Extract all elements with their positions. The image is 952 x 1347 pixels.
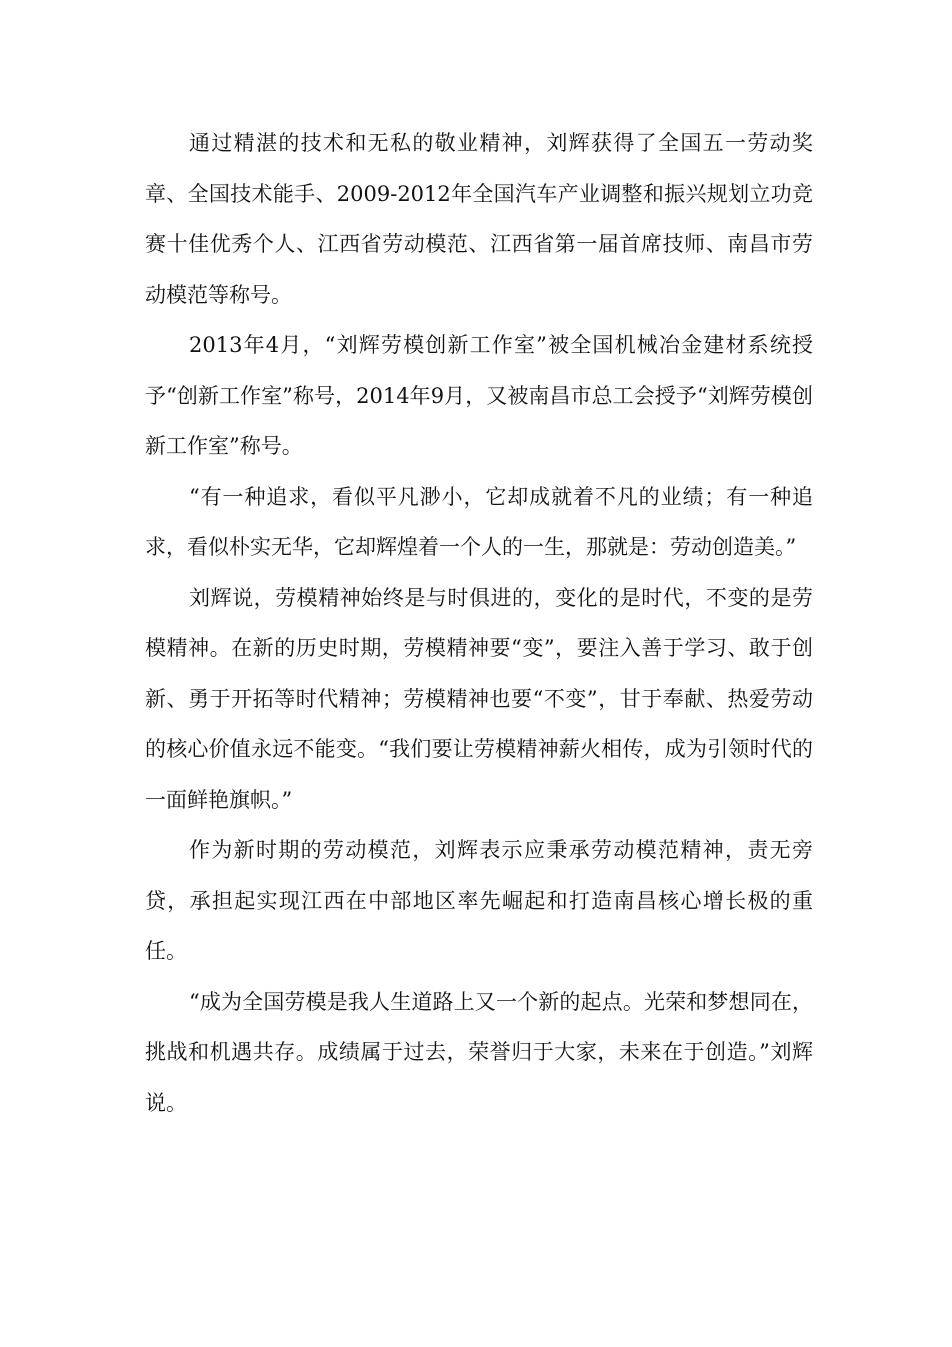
- paragraph-responsibility: 作为新时期的劳动模范，刘辉表示应秉承劳动模范精神，责无旁贷，承担起实现江西在中部地区率先崛起和打造南昌核心增长极的重任。: [145, 838, 813, 963]
- paragraph-pursuit-quote: “有一种追求，看似平凡渺小，它却成就着不凡的业绩；有一种追求，看似朴实无华，它却辉煌着一个人的一生，那就是：劳动创造美。”: [145, 484, 813, 559]
- paragraph-honors: 通过精湛的技术和无私的敬业精神，刘辉获得了全国五一劳动奖章、全国技术能手、2009-2012年全国汽车产业调整和振兴规划立功竞赛十佳优秀个人、江西省劳动模范、江西省第一届首席技师、南昌市劳动模范等称号。: [145, 131, 813, 307]
- document-body: [145, 118, 813, 1128]
- paragraph-studio-awards: 2013年4月，“刘辉劳模创新工作室”被全国机械冶金建材系统授予“创新工作室”称号，2014年9月，又被南昌市总工会授予“刘辉劳模创新工作室”称号。: [145, 333, 813, 458]
- paragraph-closing-quote: “成为全国劳模是我人生道路上又一个新的起点。光荣和梦想同在，挑战和机遇共存。成绩属于过去，荣誉归于大家，未来在于创造。”刘辉说。: [145, 989, 813, 1115]
- paragraph-model-worker-spirit: 刘辉说，劳模精神始终是与时俱进的，变化的是时代，不变的是劳模精神。在新的历史时期，劳模精神要“变”，要注入善于学习、敢于创新、勇于开拓等时代精神；劳模精神也要“不变”，甘于奉献、热爱劳动的核心价值永远不能变。“我们要让劳模精神薪火相传，成为引领时代的一面鲜艳旗帜。”: [145, 585, 813, 812]
